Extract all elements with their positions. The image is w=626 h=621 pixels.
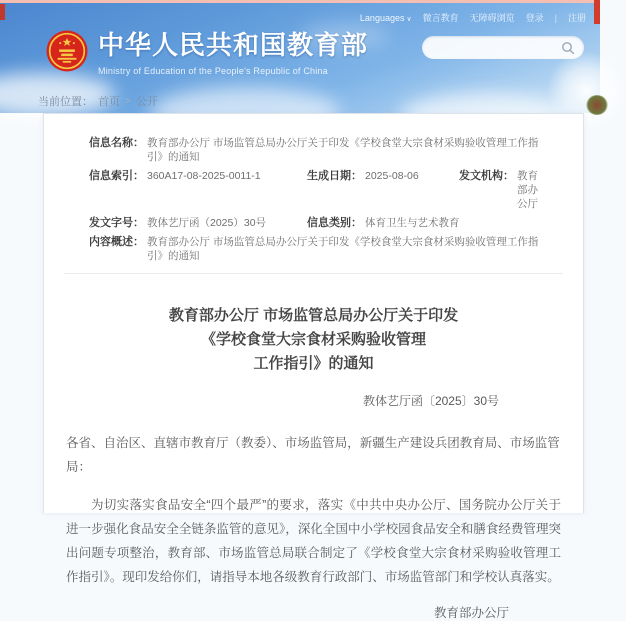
login-link[interactable]: 登录 [525,13,544,23]
document-title-line3: 工作指引》的通知 [253,355,374,372]
info-cell-agency [459,169,543,211]
register-link[interactable]: 注册 [567,13,586,23]
languages-link[interactable]: Languages ∨ [359,12,412,23]
site-title-cn: 中华人民共和国教育部 [98,30,369,60]
top-edge-strip [0,0,600,3]
dandelion-core-decoration [586,95,608,115]
info-date-value: 2025-08-06 [365,170,419,182]
site-logo[interactable] [46,25,368,76]
document-title-line2: 《学校食堂大宗食材采购验收管理 [200,331,426,348]
document-number: 教体艺厅函〔2025〕30号 [362,394,499,408]
info-cell-category [307,216,460,230]
document-signature: 教育部办公厅 [433,606,509,620]
info-cell-index [89,169,307,211]
info-cell-docno [89,216,307,230]
breadcrumb-separator: > [125,95,131,107]
breadcrumb-prefix: 当前位置： [38,96,93,108]
breadcrumb-current-link[interactable]: 公开 [135,96,158,108]
document-info-table [44,136,583,263]
info-index-value: 360A17-08-2025-0011-1 [147,170,261,182]
info-summary-label: 内容概述： [89,236,144,248]
document-paragraph: 为切实落实食品安全“四个最严”的要求，落实《中共中央办公厅、国务院办公厅关于进一步强化食品安全全链条监管的意见》，深化全国中小学校园食品安全和膳食经费管理突出问题专项整治，教育部、市场监管总局联合制定了《学校食堂大宗食材采购验收管理工作指引》。现印发给你们，请指导本地各级教育行政部门、市场监管部门和学校认真落实。 [66,498,561,584]
wechat-education-link[interactable]: 微言教育 [422,13,459,23]
content-card [43,113,584,620]
document-body [44,274,583,621]
info-row-summary [89,235,543,263]
document-title-line1: 教育部办公厅 市场监管总局办公厅关于印发 [168,307,459,324]
document-salutation: 各省、自治区、直辖市教育厅（教委）、市场监管局，新疆生产建设兵团教育局、市场监管局： [66,436,560,474]
info-category-value: 体育卫生与艺术教育 [365,217,460,229]
info-agency-label: 发文机构： [459,170,514,182]
decoration-red-left [0,4,5,20]
site-header [0,3,600,113]
info-name-value: 教育部办公厅 市场监管总局办公厅关于印发《学校食堂大宗食材采购验收管理工作指引》的通知 [147,137,539,163]
info-index-label: 信息索引： [89,170,144,182]
info-docno-value: 教体艺厅函（2025）30号 [147,217,267,229]
header-utility-links [360,11,586,24]
search-bar[interactable] [422,36,584,59]
search-icon [561,41,575,55]
search-input[interactable] [434,42,560,54]
info-docno-label: 发文字号： [89,217,144,229]
info-cell-date [307,169,459,211]
link-divider: | [554,12,557,23]
breadcrumb [38,93,158,109]
info-agency-value: 教育部办公厅 [517,170,538,210]
breadcrumb-home-link[interactable]: 首页 [98,96,120,108]
site-title-block [98,25,368,76]
national-emblem-icon [46,30,88,72]
info-name-label: 信息名称： [89,137,144,149]
search-button[interactable] [560,40,576,56]
decoration-red-right [594,0,600,24]
accessibility-link[interactable]: 无障碍浏览 [469,13,515,23]
info-summary-value: 教育部办公厅 市场监管总局办公厅关于印发《学校食堂大宗食材采购验收管理工作指引》的通知 [147,236,539,262]
site-title-en: Ministry of Education of the People's Republic of China [98,66,328,76]
chevron-down-icon: ∨ [406,15,412,23]
info-row-index-date-agency [89,169,543,211]
document-title [66,304,561,376]
info-date-label: 生成日期： [307,170,362,182]
info-row-docno-category [89,216,543,230]
info-category-label: 信息类别： [307,217,362,229]
info-row-name [89,136,543,164]
